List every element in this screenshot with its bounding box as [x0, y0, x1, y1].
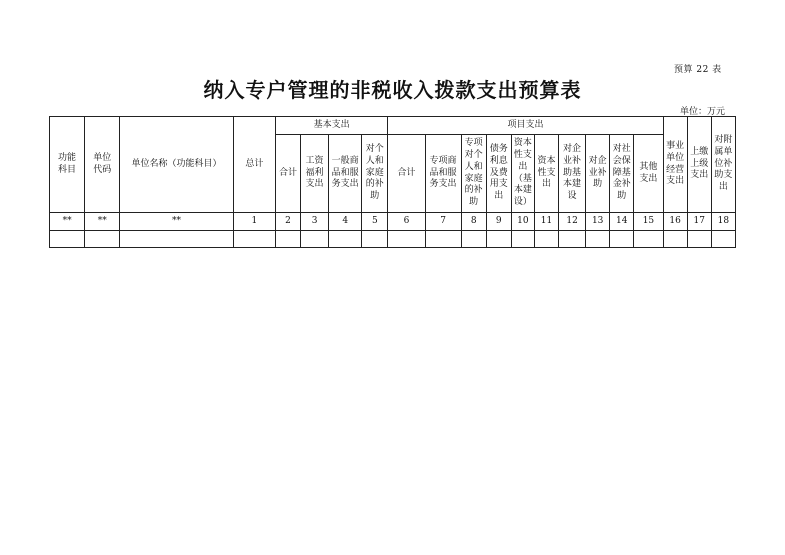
- header-total: 总计: [233, 117, 275, 213]
- column-number: 4: [329, 213, 362, 231]
- table-cell: [634, 231, 663, 248]
- column-number: 17: [687, 213, 711, 231]
- column-number-row: [50, 213, 736, 231]
- form-code: 预算 22 表: [674, 65, 722, 75]
- header-proj-goods: 专项商品和服务支出: [425, 135, 461, 213]
- header-proj-enterprise: 对企业补助: [586, 135, 610, 213]
- table-cell: [559, 231, 586, 248]
- column-number: 10: [511, 213, 534, 231]
- header-func-subject: 功能科目: [50, 117, 85, 213]
- table-cell: [534, 231, 558, 248]
- header-proj-enterprise-construction: 对企业补助基本建设: [559, 135, 586, 213]
- column-number: 9: [486, 213, 511, 231]
- header-basic-subsidy: 对个人和家庭的补助: [362, 135, 388, 213]
- header-project-expenditure: 项目支出: [388, 117, 663, 135]
- budget-table: [49, 116, 736, 248]
- page-title: 纳入专户管理的非税收入拨款支出预算表: [203, 78, 582, 102]
- column-number: 7: [425, 213, 461, 231]
- table-cell: [711, 231, 735, 248]
- header-upper-payment: 上缴上级支出: [687, 117, 711, 213]
- table-cell: [329, 231, 362, 248]
- column-number: 2: [275, 213, 300, 231]
- empty-data-row: [50, 231, 736, 248]
- table-cell: [511, 231, 534, 248]
- column-number: 13: [586, 213, 610, 231]
- table-cell: [425, 231, 461, 248]
- header-unit-name: 单位名称（功能科目）: [120, 117, 233, 213]
- header-basic-wages: 工资福利支出: [301, 135, 329, 213]
- header-affiliated-subsidy: 对附属单位补助支出: [711, 117, 735, 213]
- table-cell: [233, 231, 275, 248]
- table-cell: [486, 231, 511, 248]
- column-number: 11: [534, 213, 558, 231]
- table-cell: [120, 231, 233, 248]
- table-cell: [663, 231, 687, 248]
- column-number: 6: [388, 213, 425, 231]
- header-proj-other: 其他支出: [634, 135, 663, 213]
- column-number: 18: [711, 213, 735, 231]
- header-proj-social-security: 对社会保障基金补助: [610, 135, 634, 213]
- column-number: 12: [559, 213, 586, 231]
- header-proj-debt: 债务利息及费用支出: [486, 135, 511, 213]
- header-basic-goods: 一般商品和服务支出: [329, 135, 362, 213]
- column-number: 8: [461, 213, 486, 231]
- table-cell: [85, 231, 120, 248]
- header-proj-capital-construction: 资本性支出（基本建设）: [511, 135, 534, 213]
- column-number: 16: [663, 213, 687, 231]
- header-unit-code: 单位代码: [85, 117, 120, 213]
- column-number: 3: [301, 213, 329, 231]
- table-cell: [388, 231, 425, 248]
- table-cell: [687, 231, 711, 248]
- column-number: **: [50, 213, 85, 231]
- table-cell: [461, 231, 486, 248]
- table-cell: [275, 231, 300, 248]
- table-cell: [610, 231, 634, 248]
- table-cell: [362, 231, 388, 248]
- column-number: 1: [233, 213, 275, 231]
- table-cell: [586, 231, 610, 248]
- column-number: 14: [610, 213, 634, 231]
- header-business-operation: 事业单位经营支出: [663, 117, 687, 213]
- column-number: **: [85, 213, 120, 231]
- table-cell: [301, 231, 329, 248]
- column-number: 5: [362, 213, 388, 231]
- table-cell: [50, 231, 85, 248]
- column-number: 15: [634, 213, 663, 231]
- unit-label: 单位：万元: [680, 107, 726, 117]
- header-basic-subtotal: 合计: [275, 135, 300, 213]
- header-proj-subsidy: 专项对个人和家庭的补助: [461, 135, 486, 213]
- header-basic-expenditure: 基本支出: [275, 117, 387, 135]
- header-proj-subtotal: 合计: [388, 135, 425, 213]
- column-number: **: [120, 213, 233, 231]
- header-proj-capital: 资本性支出: [534, 135, 558, 213]
